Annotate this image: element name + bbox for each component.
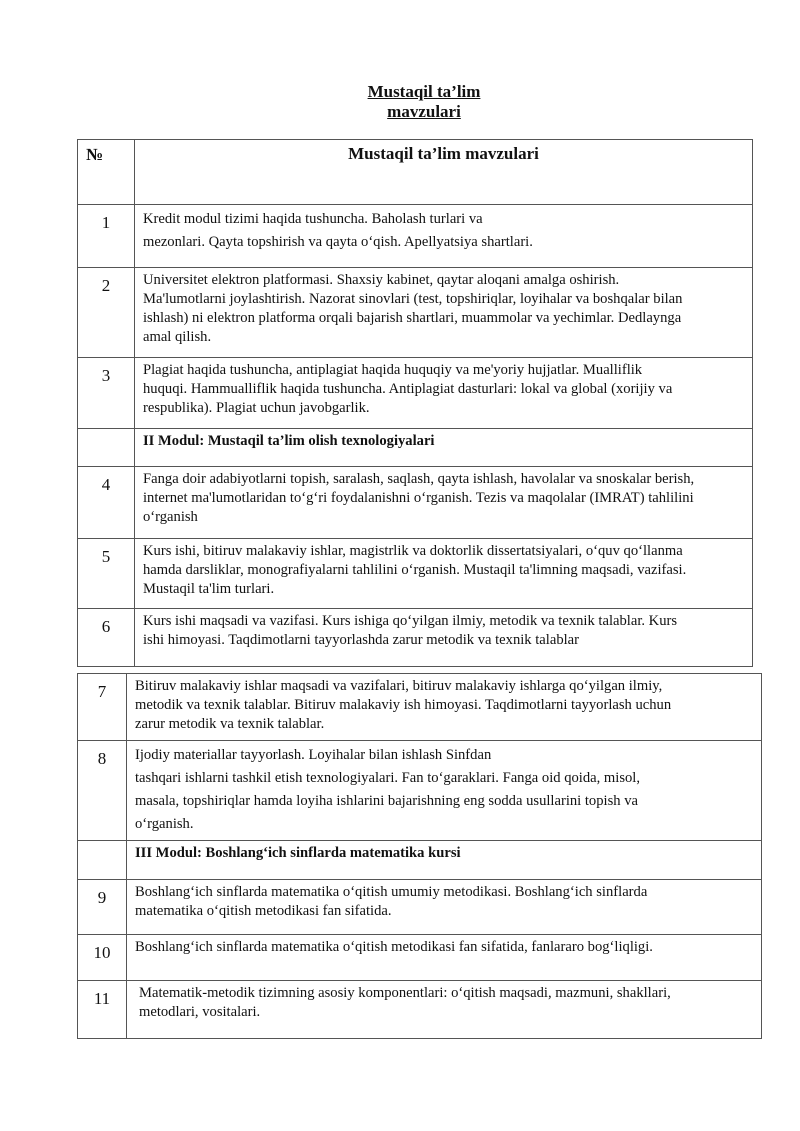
header-topic: Mustaqil ta’lim mavzulari [135,140,753,205]
row-text: Kredit modul tizimi haqida tushuncha. Baholash turlari va mezonlari. Qayta topshirish va qayta o‘qish. Apellyatsiya shartlari. [135,205,753,268]
module-row [78,429,753,467]
row-number: 6 [101,617,111,636]
title-line-1: Mustaqil ta’lim [367,82,481,101]
page-title [0,82,800,122]
row-text: Kurs ishi, bitiruv malakaviy ishlar, magistrlik va doktorlik dissertatsiyalari, o‘quv qo‘llanma hamda darsliklar, monografiyalarni tahlilini o‘rganish. Mustaqil ta'limning maqsadi, vazifasi. Mustaqil ta'lim turlari. [135,539,753,609]
row-number: 8 [97,749,107,768]
row-text: Matematik-metodik tizimning asosiy komponentlari: o‘qitish maqsadi, mazmuni, shakllari, metodlari, vositalari. [127,981,762,1039]
row-text: Bitiruv malakaviy ishlar maqsadi va vazifalari, bitiruv malakaviy ishlarga qo‘yilgan ilmiy, metodik va texnik talablar. Bitiruv malakaviy ish himoyasi. Taqdimotlarni tayyorlash uchun zarur metodik va texnik talablar. [127,674,762,741]
table-header-row [78,140,753,205]
table-row [78,358,753,429]
topics-table-part-2 [77,673,762,1039]
row-text: Plagiat haqida tushuncha, antiplagiat haqida huquqiy va me'yoriy hujjatlar. Mualliflik huquqi. Hammualliflik haqida tushuncha. Antiplagiat dasturlari: lokal va global (xorijiy va respublika). Plagiat uchun javobgarlik. [135,358,753,429]
row-text: Fanga doir adabiyotlarni topish, saralash, saqlash, qayta ishlash, havolalar va snoskalar berish, internet ma'lumotlaridan to‘g‘ri foydalanishni o‘rganish. Tezis va maqolalar (IMRAT) tahlilini o‘rganish [135,467,753,539]
row-number: 10 [93,943,111,962]
row-text: Ijodiy materiallar tayyorlash. Loyihalar bilan ishlash Sinfdan tashqari ishlarni tashkil etish texnologiyalari. Fan to‘garaklari. Fanga oid qoida, misol, masala, topshiriqlar hamda loyiha ishlarini bajarishning eng sodda usullarini topish va o‘rganish. [127,741,762,841]
row-number: 4 [101,475,111,494]
table-row [78,935,762,981]
row-number: 2 [101,276,111,295]
row-number: 5 [101,547,111,566]
row-number: 1 [101,213,111,232]
module-heading: III Modul: Boshlang‘ich sinflarda matematika kursi [127,841,762,880]
table-row [78,609,753,667]
table-row [78,741,762,841]
table-row [78,674,762,741]
table-row [78,205,753,268]
title-line-2: mavzulari [387,102,461,121]
header-number: № [78,140,135,205]
row-number: 3 [101,366,111,385]
table-row [78,539,753,609]
row-number: 11 [93,989,111,1008]
module-heading: II Modul: Mustaqil ta’lim olish texnologiyalari [135,429,753,467]
table-row [78,981,762,1039]
row-text: Kurs ishi maqsadi va vazifasi. Kurs ishiga qo‘yilgan ilmiy, metodik va texnik talablar. Kurs ishi himoyasi. Taqdimotlarni tayyorlashda zarur metodik va texnik talablar [135,609,753,667]
module-row [78,841,762,880]
table-row [78,268,753,358]
row-number: 7 [97,682,107,701]
row-text: Boshlang‘ich sinflarda matematika o‘qitish umumiy metodikasi. Boshlang‘ich sinflarda matematika o‘qitish metodikasi fan sifatida. [127,880,762,935]
row-number: 9 [97,888,107,907]
table-row [78,467,753,539]
row-text: Boshlang‘ich sinflarda matematika o‘qitish metodikasi fan sifatida, fanlararo bog‘liqligi. [127,935,762,981]
table-row [78,880,762,935]
row-text: Universitet elektron platformasi. Shaxsiy kabinet, qaytar aloqani amalga oshirish. Ma'lumotlarni joylashtirish. Nazorat sinovlari (test, topshiriqlar, loyihalar va boshqalar bilan ishlash) ni elektron platforma orqali bajarish shartlari, muammolar va yechimlar. Dedlaynga amal qilish. [135,268,753,358]
topics-table-part-1 [77,139,753,667]
